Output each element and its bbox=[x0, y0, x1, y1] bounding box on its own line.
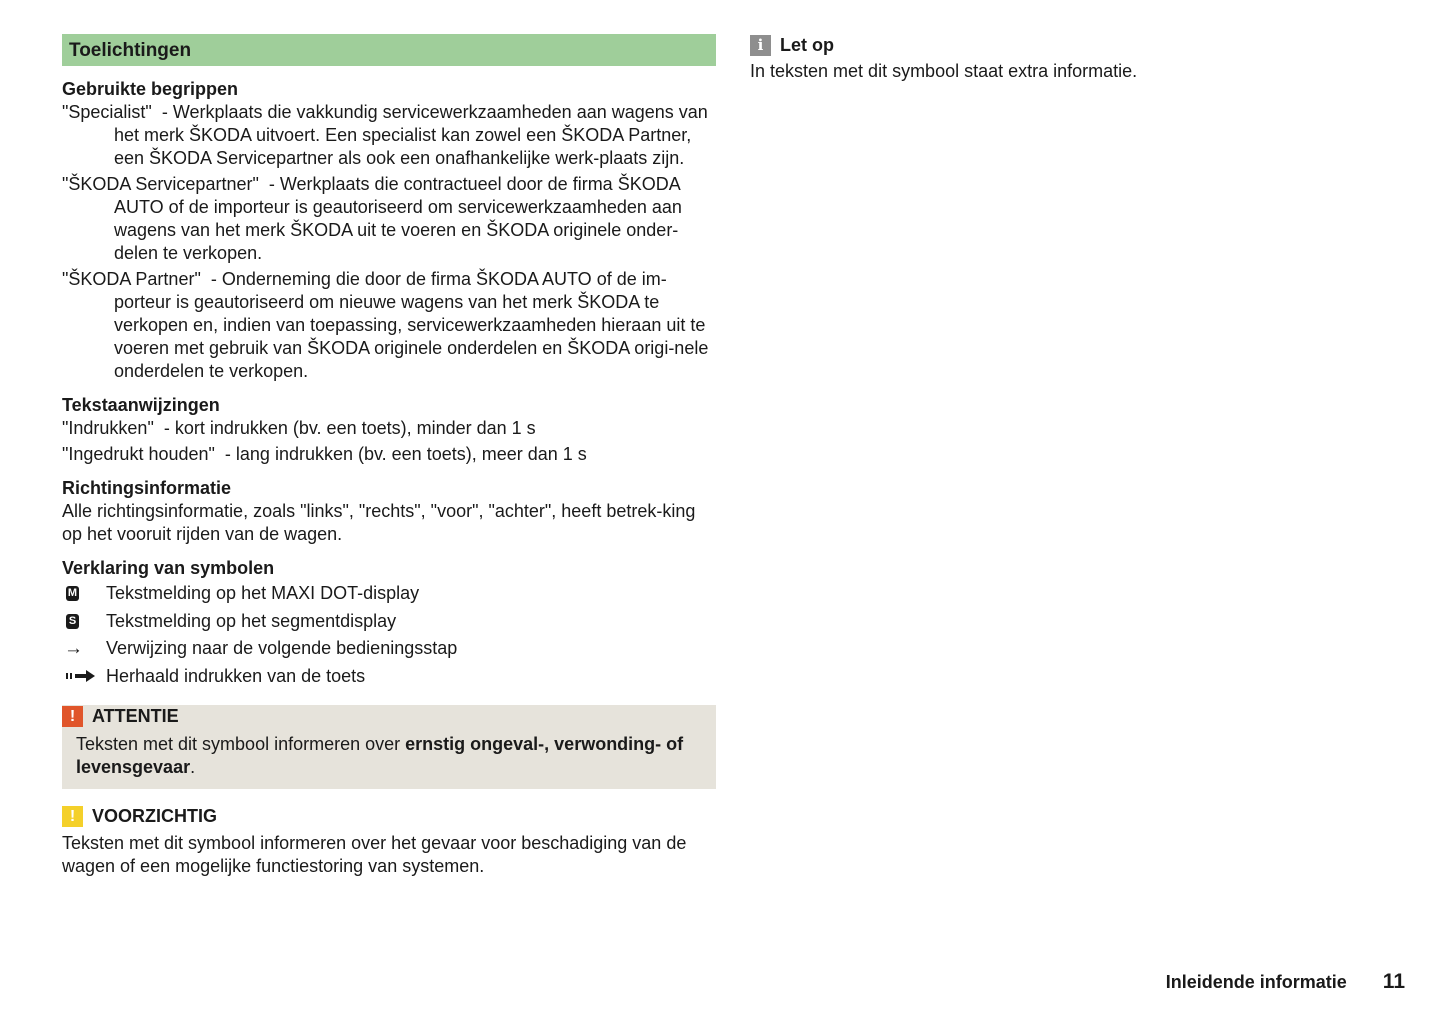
list-item bbox=[62, 580, 716, 608]
symbol-description: Tekstmelding op het segmentdisplay bbox=[106, 610, 397, 631]
term-definition: Werkplaats die contractueel door de firma ŠKODA AUTO of de importeur is geautoriseerd om servicewerkzaamheden aan wagens van het merk ŠKODA uit te voeren en ŠKODA originele onder-delen te verkopen. bbox=[114, 174, 682, 263]
voorzichtig-label: VOORZICHTIG bbox=[92, 806, 217, 826]
instruction-definition: kort indrukken (bv. een toets), minder dan 1 s bbox=[174, 418, 536, 438]
terms-heading: Gebruikte begrippen bbox=[62, 79, 239, 99]
attentie-header bbox=[62, 705, 716, 728]
arrow-right-icon: → bbox=[64, 638, 83, 660]
info-icon: i bbox=[750, 35, 771, 56]
terms-section bbox=[62, 78, 716, 383]
symbols-section bbox=[62, 557, 716, 690]
voorzichtig-header bbox=[62, 805, 716, 828]
symbols-list bbox=[62, 580, 716, 690]
text-instructions-section bbox=[62, 394, 716, 466]
section-title: Toelichtingen bbox=[62, 34, 716, 66]
let-op-label: Let op bbox=[780, 34, 834, 55]
term-specialist: "Specialist" - Werkplaats die vakkundig servicewerkzaamheden aan wagens van het merk ŠKODA uitvoert. Een specialist kan zowel een ŠKODA Partner, een ŠKODA Servicepartner als ook een onafhankelijke werk-plaats zijn. bbox=[62, 102, 708, 168]
let-op-text: In teksten met dit symbool staat extra informatie. bbox=[750, 61, 1138, 81]
caution-icon: ! bbox=[62, 806, 83, 827]
let-op-header bbox=[750, 34, 1390, 56]
instruction-label: "Indrukken" bbox=[62, 418, 154, 438]
symbols-heading: Verklaring van symbolen bbox=[62, 558, 275, 578]
list-item bbox=[62, 608, 716, 636]
term-definition: Werkplaats die vakkundig servicewerkzaamheden aan wagens van het merk ŠKODA uitvoert. Een specialist kan zowel een ŠKODA Partner, een ŠKODA Servicepartner als ook een onafhankelijke werk-plaats zijn. bbox=[114, 102, 708, 168]
term-servicepartner: "ŠKODA Servicepartner" - Werkplaats die contractueel door de firma ŠKODA AUTO of de importeur is geautoriseerd om servicewerkzaamheden aan wagens van het merk ŠKODA uit te voeren en ŠKODA originele onder-delen te verkopen. bbox=[62, 174, 682, 263]
repeat-press-icon bbox=[66, 670, 95, 682]
direction-heading: Richtingsinformatie bbox=[62, 478, 232, 498]
voorzichtig-text: Teksten met dit symbool informeren over het gevaar voor beschadiging van de wagen of een mogelijke functiestoring van systemen. bbox=[62, 833, 687, 876]
symbol-description: Verwijzing naar de volgende bedieningsstap bbox=[106, 638, 458, 659]
left-column bbox=[62, 34, 716, 878]
term-partner: "ŠKODA Partner" - Onderneming die door de firma ŠKODA AUTO of de im-porteur is geautoriseerd om nieuwe wagens van het merk ŠKODA te verkopen en, indien van toepassing, servicewerkzaamheden hieraan uit te voeren met gebruik van ŠKODA originele onderdelen en ŠKODA origi-nele onderdelen te verkopen. bbox=[62, 269, 709, 381]
direction-section bbox=[62, 477, 716, 546]
list-item bbox=[62, 635, 716, 663]
instruction-definition: lang indrukken (bv. een toets), meer dan 1 s bbox=[235, 444, 587, 464]
term-label: "ŠKODA Partner" bbox=[62, 269, 201, 289]
direction-text: Alle richtingsinformatie, zoals "links", "rechts", "voor", "achter", heeft betrek-king op het vooruit rijden van de wagen. bbox=[62, 501, 696, 544]
voorzichtig-notice bbox=[62, 805, 716, 878]
right-column bbox=[750, 34, 1390, 83]
segment-display-icon: S bbox=[66, 614, 79, 629]
page-footer bbox=[1166, 970, 1405, 994]
symbol-description: Tekstmelding op het MAXI DOT-display bbox=[106, 583, 420, 604]
instruction-press: "Indrukken" - kort indrukken (bv. een toets), minder dan 1 s bbox=[62, 418, 536, 438]
warning-icon: ! bbox=[62, 706, 83, 727]
maxi-dot-icon: M bbox=[67, 587, 78, 600]
term-definition: Onderneming die door de firma ŠKODA AUTO of de im-porteur is geautoriseerd om nieuwe wagens van het merk ŠKODA te verkopen en, indien van toepassing, servicewerkzaamheden hieraan uit te voeren met gebruik van ŠKODA originele onderdelen en ŠKODA origi-nele onderdelen te verkopen. bbox=[114, 269, 709, 381]
instruction-hold: "Ingedrukt houden" - lang indrukken (bv. een toets), meer dan 1 s bbox=[62, 444, 587, 464]
attentie-notice bbox=[62, 705, 716, 789]
term-label: "ŠKODA Servicepartner" bbox=[62, 174, 259, 194]
attentie-label: ATTENTIE bbox=[92, 706, 179, 726]
instruction-label: "Ingedrukt houden" bbox=[62, 444, 215, 464]
page-number: 11 bbox=[1382, 970, 1405, 993]
let-op-notice bbox=[750, 34, 1390, 83]
text-instructions-heading: Tekstaanwijzingen bbox=[62, 395, 220, 415]
attentie-emphasis: ernstig ongeval-, verwonding- of levensgevaar bbox=[76, 734, 684, 777]
list-item bbox=[62, 663, 716, 691]
chapter-title: Inleidende informatie bbox=[1165, 972, 1347, 992]
attentie-text: Teksten met dit symbool informeren over ernstig ongeval-, verwonding- of levensgevaar. bbox=[76, 734, 684, 777]
symbol-description: Herhaald indrukken van de toets bbox=[106, 665, 366, 686]
term-label: "Specialist" bbox=[62, 102, 152, 122]
